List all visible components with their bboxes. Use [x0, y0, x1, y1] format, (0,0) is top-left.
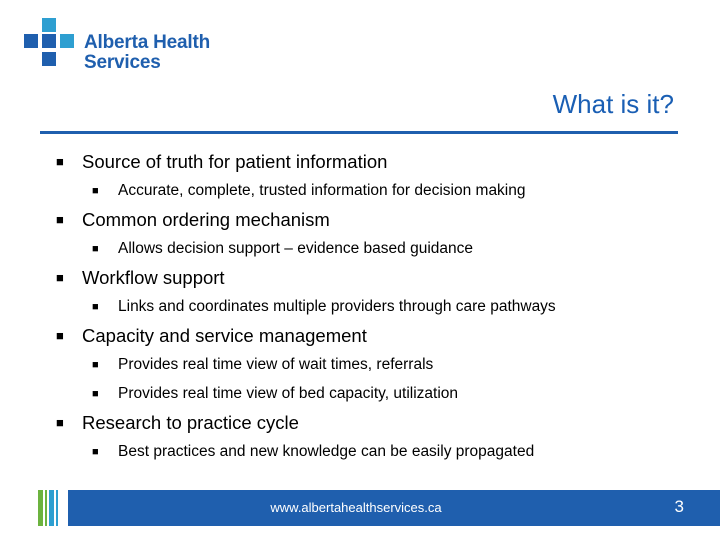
footer [0, 490, 720, 526]
sub-bullet-text: Best practices and new knowledge can be easily propagated [118, 443, 535, 460]
square-bullet-icon: ■ [56, 328, 64, 343]
square-bullet-icon: ■ [92, 446, 99, 458]
sub-bullet-item [56, 442, 696, 462]
bullet-item [56, 210, 696, 230]
page-number: 3 [674, 497, 684, 516]
title-divider [40, 131, 678, 134]
bullet-text: Source of truth for patient information [82, 151, 388, 172]
sub-bullet-item [56, 355, 696, 375]
sub-bullet-item [56, 239, 696, 259]
square-bullet-icon: ■ [92, 359, 99, 371]
square-bullet-icon: ■ [92, 185, 99, 197]
square-bullet-icon: ■ [56, 270, 64, 285]
sub-bullet-item [56, 384, 696, 404]
sub-bullet-item [56, 297, 696, 317]
sub-bullet-text: Provides real time view of wait times, referrals [118, 356, 434, 373]
logo-wordmark [84, 33, 210, 73]
bullet-text: Research to practice cycle [82, 412, 299, 433]
ahs-cross-icon [24, 18, 80, 74]
sub-bullet-text: Accurate, complete, trusted information for decision making [118, 182, 526, 199]
square-bullet-icon: ■ [56, 415, 64, 430]
square-bullet-icon: ■ [56, 212, 64, 227]
bullet-text: Workflow support [82, 267, 225, 288]
square-bullet-icon: ■ [92, 301, 99, 313]
ahs-logo [24, 18, 214, 74]
footer-brand-mark-icon [38, 490, 62, 526]
slide-title: What is it? [552, 89, 674, 119]
sub-bullet-text: Allows decision support – evidence based guidance [118, 240, 474, 257]
bullet-list [56, 150, 696, 471]
bullet-item [56, 268, 696, 288]
bullet-text: Common ordering mechanism [82, 209, 330, 230]
bullet-item [56, 152, 696, 172]
square-bullet-icon: ■ [92, 243, 99, 255]
square-bullet-icon: ■ [92, 388, 99, 400]
logo-line-1: Alberta Health [84, 32, 211, 53]
bullet-item [56, 326, 696, 346]
logo-line-2: Services [84, 52, 161, 73]
sub-bullet-item [56, 181, 696, 201]
sub-bullet-text: Provides real time view of bed capacity, utilization [118, 385, 459, 402]
sub-bullet-text: Links and coordinates multiple providers through care pathways [118, 298, 556, 315]
square-bullet-icon: ■ [56, 154, 64, 169]
footer-url: www.albertahealthservices.ca [270, 500, 442, 515]
bullet-item [56, 413, 696, 433]
bullet-text: Capacity and service management [82, 325, 367, 346]
